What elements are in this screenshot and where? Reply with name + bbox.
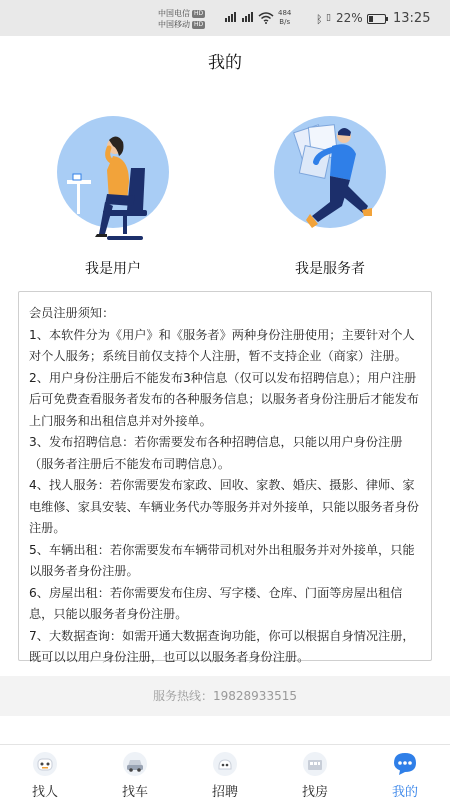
bottom-tab-bar: [0, 744, 450, 800]
person-robot-icon: [32, 751, 58, 777]
tab-find-car[interactable]: 找车: [90, 745, 180, 800]
role-servicer-label: 我是服务者: [295, 261, 365, 277]
hd-badge-2: HD: [194, 20, 204, 28]
signal-icon: [225, 10, 236, 22]
role-user-card[interactable]: [38, 110, 188, 290]
signal-icon: [242, 10, 253, 22]
carrier-2: 中国移动: [158, 20, 190, 29]
vibrate-icon: ▯: [326, 13, 331, 23]
carrier-1: 中国电信: [158, 9, 190, 18]
status-bar: [0, 0, 450, 36]
page-title: 我的: [208, 53, 242, 73]
notice-heading: 会员注册须知：: [29, 306, 115, 320]
battery-icon: [367, 14, 386, 24]
notice-item-6: 6、房屋出租：若你需要发布住房、写字楼、仓库、门面等房屋出租信息，只能以服务者身份注册。: [29, 585, 403, 621]
notice-item-3: 3、发布招聘信息：若你需要发布各种招聘信息，只能以用户身份注册（服务者注册后不能发布司聘信息）。: [29, 435, 403, 471]
car-icon: [122, 751, 148, 777]
notice-item-2: 2、用户身份注册后不能发布3种信息（仅可以发布招聘信息）；用户注册后可免费查看服务者发布的各种服务信息；以服务者身份注册后才能发布上门服务和出租信息并对外接单。: [29, 370, 419, 428]
battery-percent: 22%: [336, 11, 363, 25]
role-user-label: 我是用户: [85, 261, 141, 277]
user-illustration-icon: [43, 110, 183, 250]
servicer-illustration-icon: [260, 110, 400, 250]
notice-item-1: 1、本软件分为《用户》和《服务者》两种身份注册使用；主要针对个人对个人服务；系统目前仅支持个人注册，暂不支持企业（商家）注册。: [29, 327, 415, 363]
carrier-info: [158, 8, 205, 30]
notice-item-7: 7、大数据查询：如需开通大数据查询功能，你可以根据自身情况注册，既可以以用户身份注册，也可以以服务者身份注册。: [29, 628, 415, 664]
tab-mine[interactable]: 我的: [360, 745, 450, 800]
notice-item-4: 4、找人服务：若你需要发布家政、回收、家教、婚庆、摄影、律师、家电维修、家具安装、车辆业务代办等服务并对外接单，只能以服务者身份注册。: [29, 478, 419, 535]
chat-bubble-icon: [392, 751, 418, 777]
wifi-icon: [258, 12, 274, 24]
clock: 13:25: [393, 11, 431, 26]
recruit-icon: [212, 751, 238, 777]
registration-notice: [18, 291, 432, 664]
role-servicer-card[interactable]: [255, 110, 405, 290]
house-icon: [302, 751, 328, 777]
notice-item-5: 5、车辆出租：若你需要发布车辆带司机对外出租服务并对外接单，只能以服务者身份注册。: [29, 542, 415, 578]
tab-recruit[interactable]: 招聘: [180, 745, 270, 800]
tab-find-house[interactable]: 找房: [270, 745, 360, 800]
signal-icons: [225, 10, 253, 22]
hd-badge-1: HD: [194, 9, 204, 17]
bluetooth-icon: ᛒ: [316, 13, 323, 26]
tab-find-person[interactable]: 找人: [0, 745, 90, 800]
service-hotline[interactable]: 服务热线：19828933515: [0, 676, 450, 716]
net-speed: 484 B/s: [278, 9, 292, 26]
